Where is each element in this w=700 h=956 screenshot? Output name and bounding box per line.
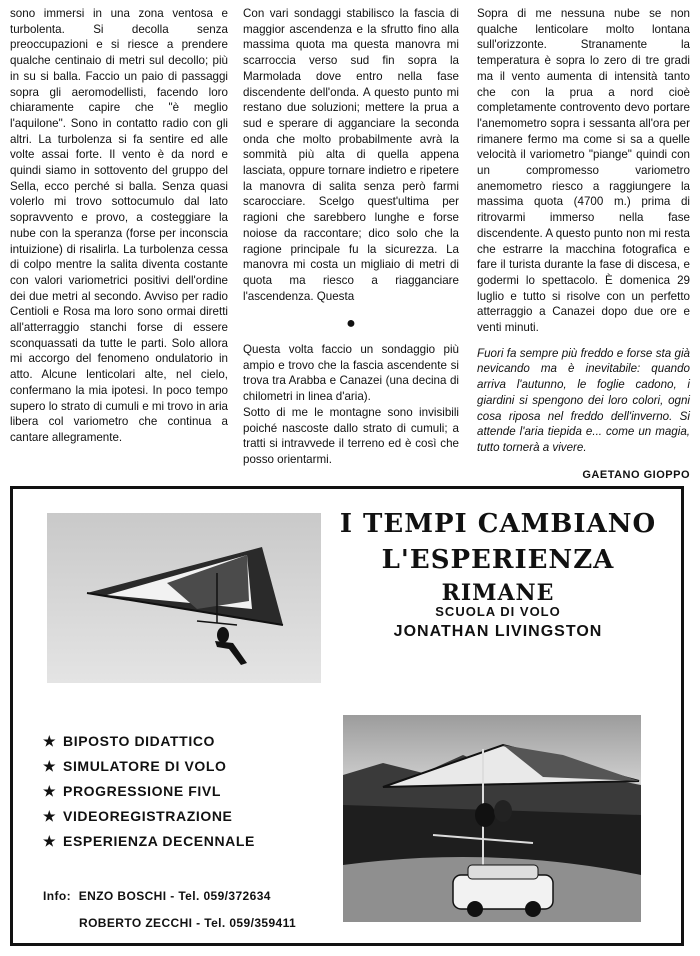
list-item bbox=[43, 829, 255, 854]
star-icon: ★ bbox=[43, 808, 57, 824]
section-separator: ● bbox=[346, 315, 356, 333]
author-signature: GAETANO GIOPPO bbox=[582, 468, 690, 481]
contact-text: ROBERTO ZECCHI - Tel. 059/359411 bbox=[79, 916, 297, 930]
star-icon: ★ bbox=[43, 758, 57, 774]
contact-line-1 bbox=[43, 889, 271, 903]
advertisement-box bbox=[10, 486, 684, 946]
list-item bbox=[43, 804, 255, 829]
feature-label: ESPERIENZA DECENNALE bbox=[63, 833, 255, 849]
closing-paragraph: Fuori fa sempre più freddo e forse sta già nevicando ma è inevitabile: quando arriva l'autunno, le foglie cadono, i giardini si spengono dei loro colori, ogni cosa riposa nel freddo dell'inverno. Si attende l'aria tiepida e... come un magia, tutto tornerà a vivere. bbox=[477, 346, 690, 454]
star-icon: ★ bbox=[43, 833, 57, 849]
star-icon: ★ bbox=[43, 783, 57, 799]
article-paragraph: Con vari sondaggi stabilisco la fascia di maggior ascendenza e la sfrutto fino alla massima quota ma questa manovra mi scarroccia verso sud fin sopra la Marmolada dove entro nella fase discendente dell'onda. A questo punto mi restano due soluzioni; mettere la prua a sud e sperare di agganciare la seconda onda che molto probabilmente avrà la sommità più alta di quella appena lasciata, oppure tornare indietro e ripetere la manovra di salita senza però farmi scarocciare. Scelgo quest'ultima per ragioni che sarebbero lunghe e forse noiose da raccontare; dico solo che la ragione principale fu la sicurezza. La manovra mi costa un migliaio di metri di quota ma riesco a riagganciare l'ascendenza. Questa bbox=[243, 7, 459, 303]
article-column-2 bbox=[243, 6, 459, 468]
article-column-3 bbox=[477, 6, 690, 483]
tandem-glider-photo bbox=[343, 715, 641, 922]
school-name: JONATHAN LIVINGSTON bbox=[393, 623, 603, 640]
info-label: Info: bbox=[43, 889, 71, 903]
article-paragraph: sono immersi in una zona ventosa e turbolenta. Si decolla senza preoccupazioni e si riesce a prendere qualche centinaio di metri sul decollo; più in su si balla. Faccio un paio di passaggi sopra gli aeromodellisti, facendo loro chiaramente capire che "è meglio l'aquilone". Sono in contatto radio con gli altri. La turbolenza si fa sentire ed alle volte assai forte. Il vento è da nord e quindi siamo in sottovento del gruppo del Sella, ecco perché si balla. Senza quasi volerlo mi trovo sottocumulo dal lato sopravvento e provo, a costeggiare la nube con la speranza (forse per inconscia intuizione) di risalirla. La turbolenza cessa di colpo mentre la salita diventa costante con valori variometrici positivi dell'ordine dei due metri al secondo. Avviso per radio Centioli e Rosa ma loro sono ormai diretti all'atterraggio stanchi forse di essere sconquassati da tutte le parti. Solo allora mi accorgo del fenomeno ondulatorio in atto. Alcune lenticolari alte, nel cielo, confermano la mia ipotesi. In poco tempo supero lo strato di cumuli e mi trovo in aria libera col variometro che continua a cantare allegramente. bbox=[10, 7, 228, 444]
feature-label: PROGRESSIONE FIVL bbox=[63, 783, 221, 799]
ad-headline-line-3: RIMANE bbox=[441, 580, 555, 606]
article-column-1 bbox=[10, 6, 228, 446]
list-item bbox=[43, 729, 255, 754]
list-item bbox=[43, 754, 255, 779]
article-paragraph: Sopra di me nessuna nube se non qualche lenticolare molto lontana sull'orizzonte. Stranamente la temperatura è sopra lo zero di tre gradi ma il vento aumenta di intensità tanto che con la prua a nord cioè completamente controvento devo portare l'anemometro sopra i sessanta all'ora per rimanere fermo ma come si sa a quelle velocità il variometro "piange" quindi con un compromesso variometro anemometro riesco a raggiungere la massima quota (4700 m.) prima di ritrovarmi immerso nella fase discendente. A questo punto non mi resta che estrarre la macchina fotografica e fare il turista durante la fase di discesa, e godermi lo spettacolo. È domenica 29 luglio e tutto si risolve con un perfetto atterraggio a Canazei dopo due ore e venti minuti. bbox=[477, 7, 690, 335]
school-label: SCUOLA DI VOLO bbox=[435, 604, 561, 619]
contact-line-2 bbox=[79, 916, 296, 930]
list-item bbox=[43, 779, 255, 804]
article-paragraph: Sotto di me le montagne sono invisibili poiché nascoste dallo strato di cumuli; a tratti si intravvede il terreno ed è così che posso orientarmi. bbox=[243, 405, 459, 466]
ad-headline-line-1: I TEMPI CAMBIANO bbox=[339, 509, 657, 539]
tandem-glider-illustration bbox=[343, 715, 641, 922]
hang-glider-photo bbox=[47, 513, 321, 683]
star-icon: ★ bbox=[43, 733, 57, 749]
article-paragraph: Questa volta faccio un sondaggio più ampio e trovo che la fascia ascendente si trova tra Arabba e Canazei (una decina di chilometri in linea d'aria). bbox=[243, 343, 459, 404]
contact-text: ENZO BOSCHI - Tel. 059/372634 bbox=[78, 889, 271, 903]
feature-list bbox=[43, 729, 255, 854]
feature-label: VIDEOREGISTRAZIONE bbox=[63, 808, 233, 824]
hang-glider-illustration bbox=[47, 513, 321, 683]
ad-headline-line-2: L'ESPERIENZA bbox=[381, 545, 615, 575]
feature-label: SIMULATORE DI VOLO bbox=[63, 758, 227, 774]
feature-label: BIPOSTO DIDATTICO bbox=[63, 733, 216, 749]
